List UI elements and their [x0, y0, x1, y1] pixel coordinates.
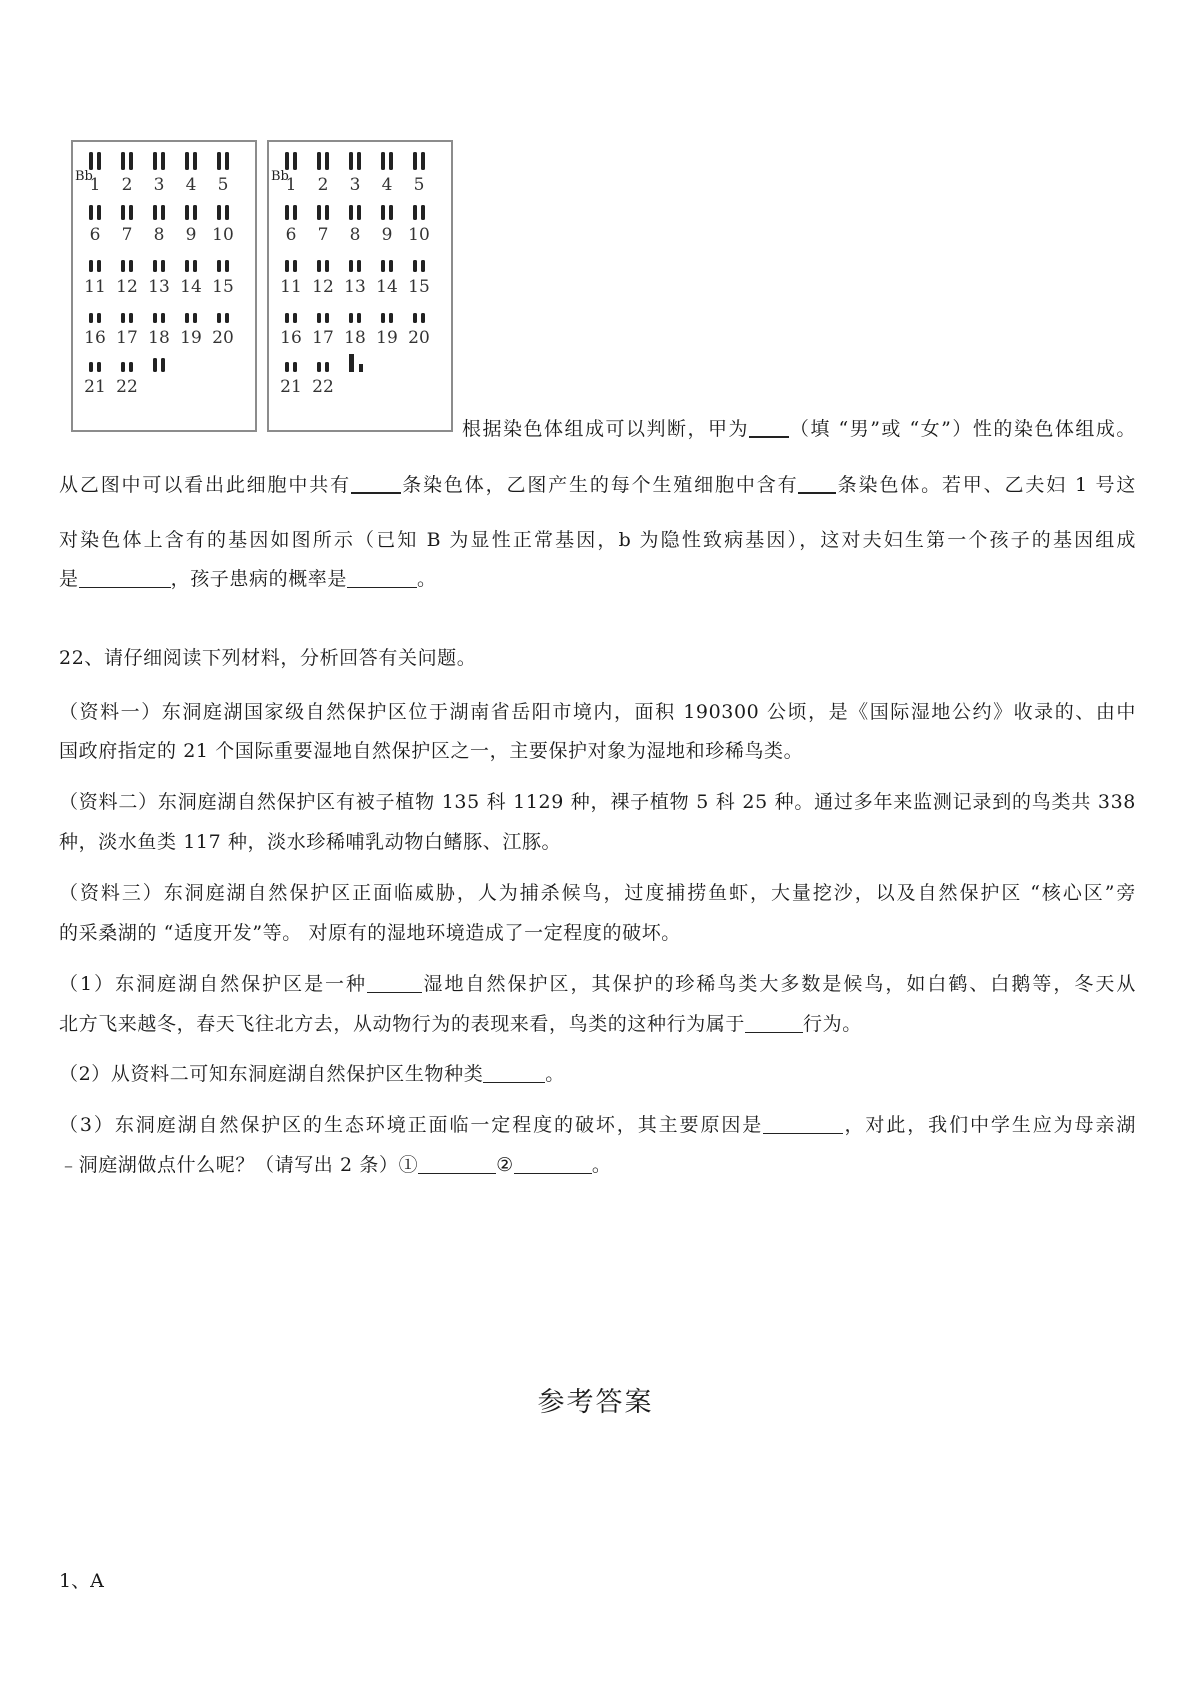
q22-text: ②	[496, 1154, 514, 1176]
chromosome-shape	[161, 358, 165, 372]
chromosome-number-label: 2	[121, 175, 133, 195]
chromosome-shape	[129, 152, 133, 170]
chromosome-number-label: 5	[413, 175, 425, 195]
q22-material-1-line-2: 国政府指定的 21 个国际重要湿地自然保护区之一，主要保护对象为湿地和珍稀鸟类。	[59, 740, 804, 762]
chromosome-shape	[97, 205, 101, 220]
chromosome-number-label: 7	[317, 225, 329, 245]
chromosome-number-label: 1	[285, 175, 297, 195]
q22-material-2-line-2: 种，淡水鱼类 117 种，淡水珍稀哺乳动物白鳍豚、江豚。	[59, 831, 562, 853]
chromosome-shape	[349, 152, 353, 170]
q22-sub-1-line-1	[59, 969, 1136, 999]
q21-text: 根据染色体组成可以判断，甲为	[462, 418, 750, 440]
q21-text: 是	[59, 568, 79, 590]
chromosome-shape	[153, 152, 157, 170]
chromosome-shape	[381, 152, 385, 170]
chromosome-shape	[293, 205, 297, 220]
chromosome-number-label: 10	[408, 225, 430, 245]
chromosome-number-label: 16	[280, 328, 302, 348]
chromosome-shape	[121, 313, 125, 323]
q22-text: 。	[545, 1063, 565, 1085]
chromosome-shape	[129, 362, 133, 372]
chromosome-number-label: 18	[344, 328, 366, 348]
chromosome-number-label: 8	[349, 225, 361, 245]
answer-blank[interactable]	[483, 1062, 545, 1083]
chromosome-shape	[225, 313, 229, 323]
chromosome-shape	[97, 152, 101, 170]
answer-blank[interactable]	[79, 567, 171, 588]
chromosome-number-label: 20	[212, 328, 234, 348]
chromosome-shape	[285, 313, 289, 323]
q21-line-4	[59, 564, 1136, 594]
chromosome-number-label: 11	[84, 277, 106, 297]
answer-1: 1、A	[59, 1570, 104, 1592]
chromosome-shape	[129, 313, 133, 323]
chromosome-shape	[421, 260, 425, 272]
chromosome-number-label: 8	[153, 225, 165, 245]
chromosome-shape	[357, 313, 361, 323]
chromosome-number-label: 9	[185, 225, 197, 245]
q21-text: 从乙图中可以看出此细胞中共有	[59, 474, 351, 496]
chromosome-number-label: 22	[116, 377, 138, 397]
chromosome-shape	[317, 152, 321, 170]
q21-line-3	[59, 525, 1136, 555]
q22-sub-3-line-1	[59, 1110, 1136, 1140]
chromosome-number-label: 21	[280, 377, 302, 397]
chromosome-shape	[225, 152, 229, 170]
chromosome-shape	[357, 260, 361, 272]
chromosome-shape	[349, 354, 354, 372]
answer-blank[interactable]	[798, 472, 836, 494]
chromosome-number-label: 7	[121, 225, 133, 245]
answer-blank[interactable]	[745, 1012, 803, 1033]
q22-text: （2）从资料二可知东洞庭湖自然保护区生物种类	[59, 1063, 484, 1085]
q21-text: 条染色体，乙图产生的每个生殖细胞中含有	[400, 474, 799, 496]
chromosome-shape	[89, 205, 93, 220]
q22-sub-1-line-2	[59, 1009, 1136, 1039]
chromosome-number-label: 16	[84, 328, 106, 348]
chromosome-number-label: 15	[212, 277, 234, 297]
answer-blank[interactable]	[514, 1153, 592, 1174]
karyotype-panel-left	[71, 140, 257, 432]
chromosome-number-label: 17	[116, 328, 138, 348]
q21-text: 对染色体上含有的基因如图所示（已知 B 为显性正常基因，b 为隐性致病基因），这对夫妇生第一个孩子的基因组成	[59, 529, 1136, 551]
chromosome-shape	[389, 313, 393, 323]
answer-blank[interactable]	[347, 567, 417, 588]
chromosome-shape	[217, 205, 221, 220]
chromosome-shape	[161, 205, 165, 220]
chromosome-shape	[161, 152, 165, 170]
chromosome-shape	[121, 205, 125, 220]
chromosome-shape	[413, 313, 417, 323]
karyotype-panel-right	[267, 140, 453, 432]
chromosome-shape	[97, 362, 101, 372]
chromosome-shape	[389, 205, 393, 220]
chromosome-shape	[325, 313, 329, 323]
q22-material-3-line-2: 的采桑湖的 “适度开发”等。 对原有的湿地环境造成了一定程度的破坏。	[59, 922, 681, 944]
chromosome-shape	[421, 313, 425, 323]
chromosome-shape	[89, 362, 93, 372]
q22-title: 22、请仔细阅读下列材料，分析回答有关问题。	[59, 647, 477, 669]
answer-blank[interactable]	[749, 416, 789, 438]
chromosome-shape	[153, 313, 157, 323]
chromosome-shape	[217, 313, 221, 323]
chromosome-shape	[325, 260, 329, 272]
chromosome-shape	[413, 152, 417, 170]
chromosome-shape	[413, 260, 417, 272]
chromosome-shape	[293, 313, 297, 323]
q22-text: ，对此，我们中学生应为母亲湖	[843, 1114, 1136, 1136]
chromosome-number-label: 20	[408, 328, 430, 348]
chromosome-shape	[121, 152, 125, 170]
chromosome-number-label: 21	[84, 377, 106, 397]
chromosome-shape	[153, 205, 157, 220]
chromosome-shape	[285, 205, 289, 220]
q22-material-2-line-1: （资料二）东洞庭湖自然保护区有被子植物 135 科 1129 种，裸子植物 5 科 25 种。通过多年来监测记录到的鸟类共 338	[59, 791, 1136, 813]
chromosome-number-label: 14	[180, 277, 202, 297]
q22-text: （3）东洞庭湖自然保护区的生态环境正面临一定程度的破坏，其主要原因是	[59, 1114, 764, 1136]
chromosome-shape	[89, 313, 93, 323]
chromosome-number-label: 2	[317, 175, 329, 195]
chromosome-shape	[225, 205, 229, 220]
karyotype-right-drawing	[269, 142, 455, 434]
answer-blank[interactable]	[351, 472, 401, 494]
chromosome-number-label: 15	[408, 277, 430, 297]
chromosome-shape	[325, 152, 329, 170]
chromosome-shape	[129, 205, 133, 220]
chromosome-number-label: 13	[344, 277, 366, 297]
chromosome-shape	[349, 205, 353, 220]
answer-blank[interactable]	[763, 1113, 843, 1134]
q21-text: 条染色体。若甲、乙夫妇 1 号这	[836, 474, 1136, 496]
chromosome-shape	[97, 260, 101, 272]
chromosome-shape	[421, 205, 425, 220]
q22-sub-2	[59, 1059, 1136, 1089]
answer-blank[interactable]	[367, 972, 422, 993]
chromosome-number-label: 14	[376, 277, 398, 297]
chromosome-number-label: 3	[349, 175, 361, 195]
chromosome-shape	[389, 152, 393, 170]
chromosome-shape	[185, 260, 189, 272]
chromosome-shape	[185, 152, 189, 170]
q22-text: （1）东洞庭湖自然保护区是一种	[59, 973, 368, 995]
chromosome-shape	[97, 313, 101, 323]
chromosome-number-label: 12	[312, 277, 334, 297]
q22-material-1-line-1: （资料一）东洞庭湖国家级自然保护区位于湖南省岳阳市境内，面积 190300 公顷，是《国际湿地公约》收录的、由中	[59, 701, 1136, 723]
chromosome-shape	[161, 313, 165, 323]
q22-text: ﹣洞庭湖做点什么呢？（请写出 2 条）①	[59, 1154, 419, 1176]
chromosome-shape	[285, 152, 289, 170]
q21-text: （填 “男”或 “女”）性的染色体组成。	[789, 418, 1136, 440]
chromosome-shape	[185, 313, 189, 323]
chromosome-shape	[89, 152, 93, 170]
chromosome-shape	[121, 260, 125, 272]
chromosome-shape	[293, 152, 297, 170]
chromosome-shape	[217, 152, 221, 170]
chromosome-number-label: 10	[212, 225, 234, 245]
chromosome-shape	[381, 205, 385, 220]
chromosome-shape	[193, 260, 197, 272]
q22-material-3-line-1: （资料三）东洞庭湖自然保护区正面临威胁，人为捕杀候鸟，过度捕捞鱼虾，大量挖沙，以及自然保护区 “核心区”旁	[59, 882, 1136, 904]
chromosome-shape	[193, 313, 197, 323]
chromosome-shape	[193, 205, 197, 220]
chromosome-shape	[359, 364, 363, 372]
chromosome-shape	[421, 152, 425, 170]
chromosome-shape	[293, 362, 297, 372]
q21-line-1	[462, 414, 1136, 444]
chromosome-number-label: 4	[185, 175, 197, 195]
q22-text: 北方飞来越冬，春天飞往北方去，从动物行为的表现来看，鸟类的这种行为属于	[59, 1013, 746, 1035]
karyotype-left-drawing	[73, 142, 259, 434]
chromosome-shape	[389, 260, 393, 272]
chromosome-shape	[357, 205, 361, 220]
chromosome-number-label: 6	[89, 225, 101, 245]
chromosome-number-label: 19	[180, 328, 202, 348]
chromosome-shape	[381, 260, 385, 272]
chromosome-number-label: 12	[116, 277, 138, 297]
q22-text: 行为。	[803, 1013, 862, 1035]
answer-blank[interactable]	[418, 1153, 496, 1174]
allele-label: Bb	[271, 169, 289, 184]
chromosome-shape	[381, 313, 385, 323]
chromosome-shape	[349, 260, 353, 272]
chromosome-shape	[121, 362, 125, 372]
chromosome-shape	[317, 260, 321, 272]
chromosome-shape	[153, 260, 157, 272]
chromosome-number-label: 18	[148, 328, 170, 348]
q22-sub-3-line-2	[59, 1150, 1136, 1180]
chromosome-number-label: 19	[376, 328, 398, 348]
q21-text: ，孩子患病的概率是	[170, 568, 348, 590]
chromosome-number-label: 4	[381, 175, 393, 195]
chromosome-shape	[129, 260, 133, 272]
chromosome-number-label: 6	[285, 225, 297, 245]
q21-line-2	[59, 470, 1136, 500]
chromosome-number-label: 3	[153, 175, 165, 195]
chromosome-shape	[153, 358, 157, 372]
chromosome-number-label: 13	[148, 277, 170, 297]
chromosome-number-label: 22	[312, 377, 334, 397]
chromosome-shape	[317, 205, 321, 220]
chromosome-shape	[185, 205, 189, 220]
q22-text: 。	[591, 1154, 612, 1176]
chromosome-shape	[293, 260, 297, 272]
chromosome-number-label: 5	[217, 175, 229, 195]
chromosome-shape	[413, 205, 417, 220]
chromosome-shape	[325, 205, 329, 220]
allele-label: Bb	[75, 169, 93, 184]
chromosome-shape	[161, 260, 165, 272]
q22-text: 湿地自然保护区，其保护的珍稀鸟类大多数是候鸟，如白鹤、白鹅等，冬天从	[422, 973, 1136, 995]
chromosome-shape	[225, 260, 229, 272]
chromosome-shape	[217, 260, 221, 272]
chromosome-shape	[285, 260, 289, 272]
chromosome-number-label: 17	[312, 328, 334, 348]
chromosome-shape	[325, 362, 329, 372]
chromosome-shape	[357, 152, 361, 170]
chromosome-number-label: 1	[89, 175, 101, 195]
chromosome-shape	[317, 362, 321, 372]
q21-text: 。	[417, 568, 437, 590]
chromosome-number-label: 9	[381, 225, 393, 245]
chromosome-shape	[285, 362, 289, 372]
chromosome-shape	[89, 260, 93, 272]
chromosome-number-label: 11	[280, 277, 302, 297]
chromosome-shape	[317, 313, 321, 323]
answer-key-title: 参考答案	[537, 1387, 654, 1418]
chromosome-shape	[349, 313, 353, 323]
chromosome-shape	[193, 152, 197, 170]
